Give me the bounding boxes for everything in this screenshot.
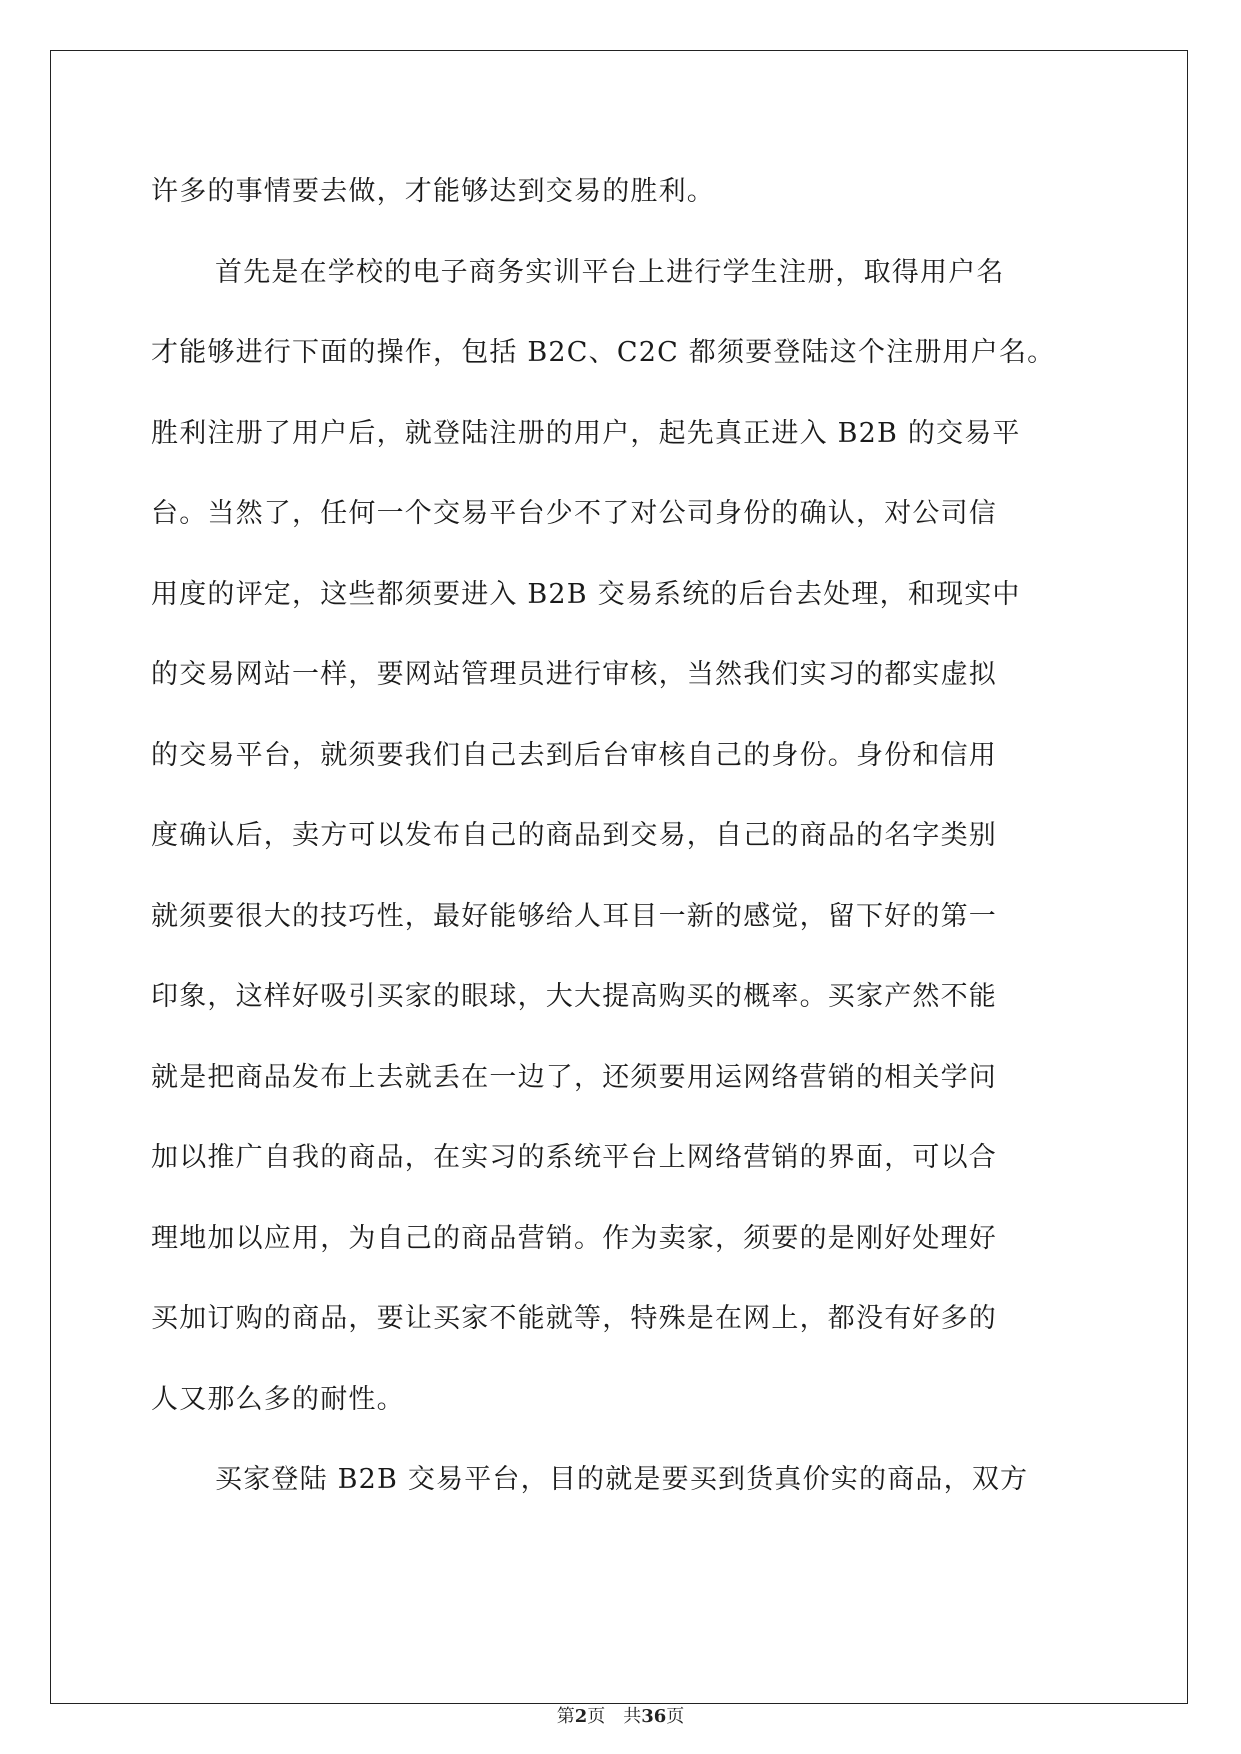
text-line: 的交易平台，就须要我们自己去到后台审核自己的身份。身份和信用 bbox=[151, 740, 997, 771]
page-number: 2 bbox=[574, 1706, 588, 1727]
text-line: 台。当然了，任何一个交易平台少不了对公司身份的确认，对公司信 bbox=[151, 498, 997, 529]
footer-middle: 页 共 bbox=[587, 1706, 642, 1727]
text-line: 用度的评定，这些都须要进入 B2B 交易系统的后台去处理，和现实中 bbox=[151, 579, 1021, 610]
text-line: 胜利注册了用户后，就登陆注册的用户，起先真正进入 B2B 的交易平 bbox=[151, 418, 1021, 449]
page-total: 36 bbox=[641, 1706, 667, 1727]
paragraph-first-line: 买家登陆 B2B 交易平台，目的就是要买到货真价实的商品，双方 bbox=[215, 1464, 1029, 1495]
text-line: 的交易网站一样，要网站管理员进行审核，当然我们实习的都实虚拟 bbox=[151, 659, 997, 690]
text-line: 就须要很大的技巧性，最好能够给人耳目一新的感觉，留下好的第一 bbox=[151, 901, 997, 932]
text-line: 理地加以应用，为自己的商品营销。作为卖家，须要的是刚好处理好 bbox=[151, 1223, 997, 1254]
text-line: 买加订购的商品，要让买家不能就等，特殊是在网上，都没有好多的 bbox=[151, 1303, 997, 1334]
footer-suffix: 页 bbox=[666, 1706, 685, 1727]
text-line: 印象，这样好吸引买家的眼球，大大提高购买的概率。买家产然不能 bbox=[151, 981, 997, 1012]
text-line: 就是把商品发布上去就丢在一边了，还须要用运网络营销的相关学问 bbox=[151, 1062, 997, 1093]
text-line: 许多的事情要去做，才能够达到交易的胜利。 bbox=[151, 176, 715, 207]
text-line: 加以推广自我的商品，在实习的系统平台上网络营销的界面，可以合 bbox=[151, 1142, 997, 1173]
page-footer bbox=[0, 1704, 1241, 1730]
footer-prefix: 第 bbox=[556, 1706, 575, 1727]
text-line: 度确认后，卖方可以发布自己的商品到交易，自己的商品的名字类别 bbox=[151, 820, 997, 851]
page-border bbox=[50, 50, 1188, 1704]
text-line: 人又那么多的耐性。 bbox=[151, 1384, 405, 1415]
text-line: 才能够进行下面的操作，包括 B2C、C2C 都须要登陆这个注册用户名。 bbox=[151, 337, 1056, 368]
paragraph-first-line: 首先是在学校的电子商务实训平台上进行学生注册，取得用户名 bbox=[215, 257, 1005, 288]
